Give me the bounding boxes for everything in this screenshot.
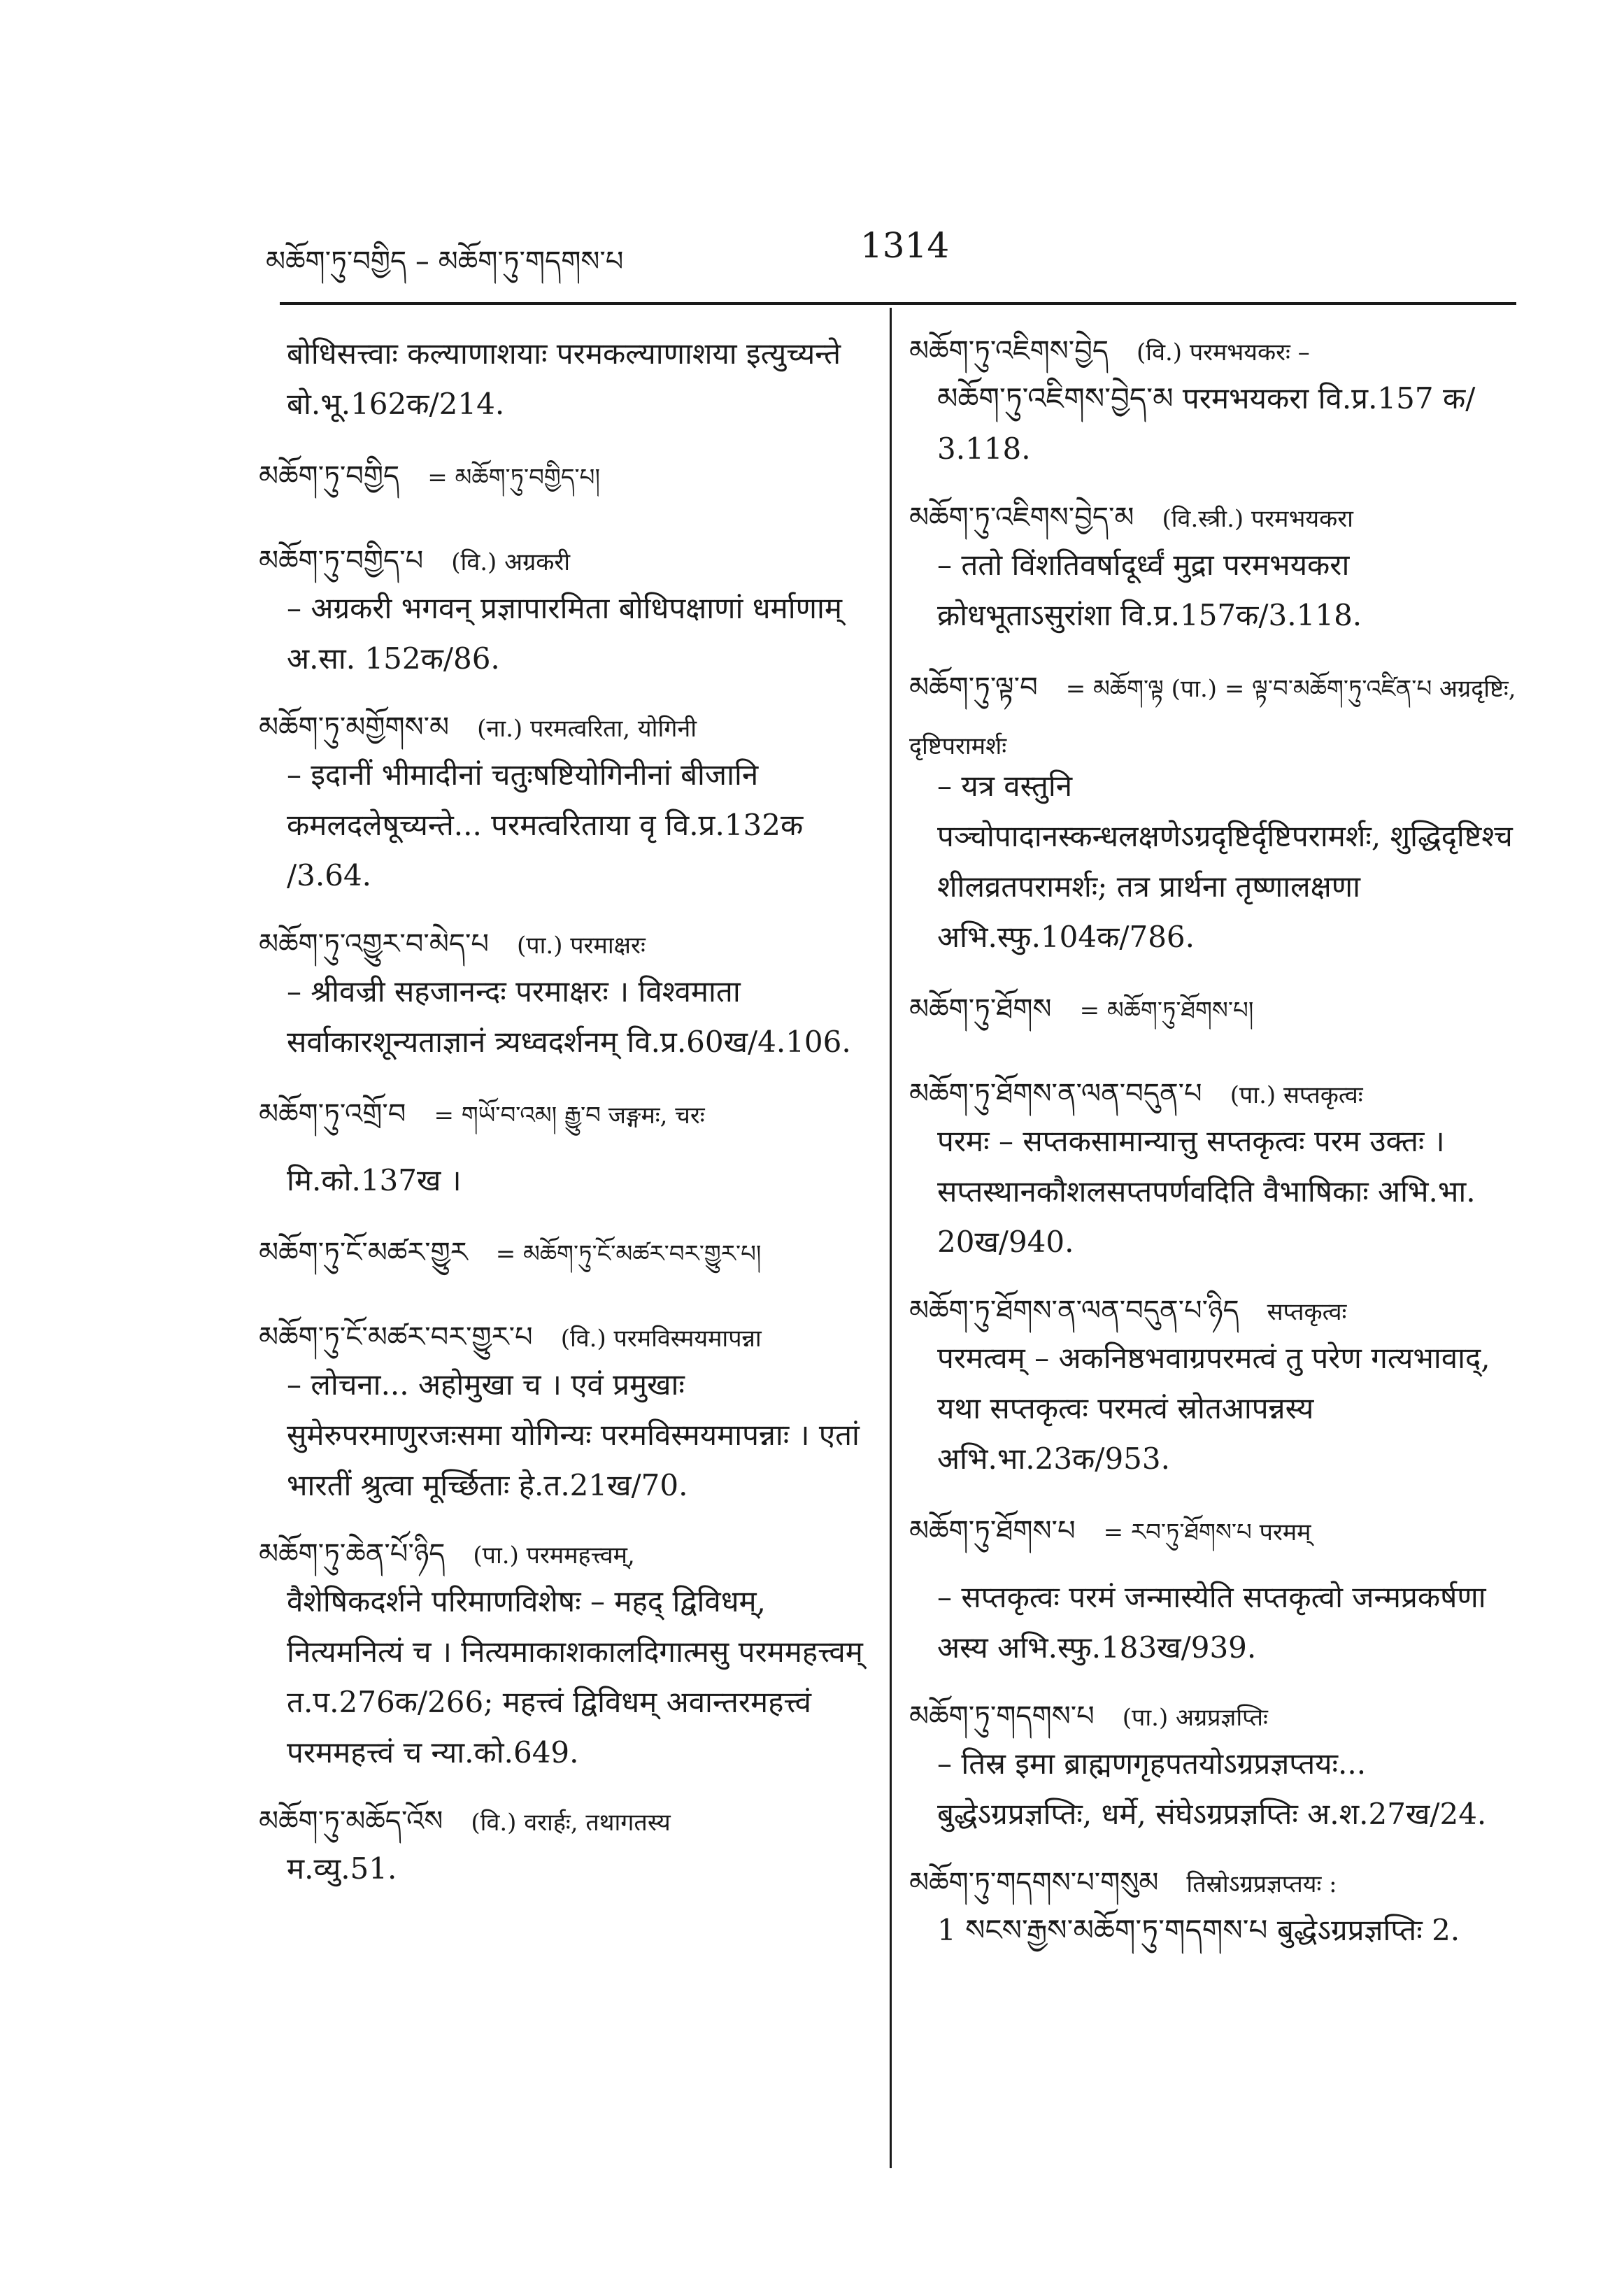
entry-text: – श्रीवज्री सहजानन्दः परमाक्षरः । विश्वमाता सर्वाकारशून्यताज्ञानं त्र्यध्वदर्शनम् वि.प्र.60ख/4.106. [287, 974, 851, 1059]
dictionary-entry [259, 450, 874, 518]
entry-gloss: (वि.) वरार्हः, तथागतस्य [471, 1809, 671, 1837]
entry-gloss: = མཆོག་ལྟ (पा.) = ལྟ་བ་མཆོག་ཏུ་འཛིན་པ अग्रदृष्टिः, दृष्टिपरामर्शः [909, 675, 1516, 760]
entry-gloss: सप्तकृत्वः [1267, 1298, 1347, 1326]
header-rule [280, 302, 1516, 305]
entry-text: वैशेषिकदर्शने परिमाणविशेषः – महद् द्विविधम्, नित्यमनित्यं च । नित्यमाकाशकालदिगात्मसु परममहत्त्वम् त.प.276क/266; महत्त्वं द्विविधम् अवान्तरमहत्त्वं परममहत्त्वं च न्या.को.649. [287, 1584, 863, 1770]
entry-headword: མཆོག་ཏུ་མགྱོགས་མ [259, 711, 450, 743]
entry-headword: མཆོག་ཏུ་འགྲོ་བ [259, 1098, 406, 1130]
right-column [909, 329, 1525, 1977]
running-head: མཆོག་ཏུ་བགྱིད – མཆོག་ཏུ་གདགས་པ [266, 245, 624, 278]
dictionary-entry [259, 1227, 874, 1294]
entry-text: – लोचना... अहोमुखा च । एवं प्रमुखाः सुमेरुपरमाणुरजःसमा योगिन्यः परमविस्मयमापन्नाः । एतां भारतीं श्रुत्वा मूर्च्छिताः हे.त.21ख/70. [287, 1367, 860, 1502]
entry-headword: མཆོག་ཏུ་བགྱིད [259, 460, 400, 492]
page-number: 1314 [860, 225, 950, 266]
dictionary-entry [909, 1694, 1525, 1839]
column-divider [890, 308, 892, 2168]
entry-headword: མཆོག་ཏུ་ལྟ་བ [909, 671, 1038, 704]
entry-headword: མཆོག་ཏུ་གདགས་པ་གསུམ [909, 1867, 1159, 1899]
entry-gloss: (पा.) सप्तकृत्वः [1230, 1081, 1363, 1109]
entry-gloss: (पा.) अग्रप्रज्ञप्तिः [1122, 1704, 1268, 1732]
entry-text: म.व्यु.51. [287, 1851, 397, 1886]
dictionary-entry [259, 705, 874, 901]
page-header [266, 222, 1357, 278]
entry-headword: མཆོག་ཏུ་འཇིགས་བྱེད [909, 335, 1109, 367]
entry-text: मि.को.137ख । [287, 1163, 462, 1197]
left-column [259, 329, 874, 1915]
dictionary-entry [909, 1505, 1525, 1673]
dictionary-entry [909, 662, 1525, 962]
entry-text: མཆོག་ཏུ་འཇིགས་བྱེད་མ परमभयकरा वि.प्र.157 क/ 3.118. [937, 381, 1476, 466]
entry-gloss: (वि.स्त्री.) परमभयकरा [1162, 505, 1353, 533]
entry-text: – यत्र वस्तुनि पञ्चोपादानस्कन्धलक्षणेऽग्रदृष्टिर्दृष्टिपरामर्शः, शुद्धिदृष्टिश्च शीलव्रतपरामर्शः; तत्र प्रार्थना तृष्णालक्षणा अभि.स्फु.104क/786. [937, 769, 1513, 954]
entry-text: – इदानीं भीमादीनां चतुःषष्टियोगिनीनां बीजानि कमलदलेषूच्यन्ते... परमत्वरिताया वृ वि.प्र.132क /3.64. [287, 757, 804, 892]
dictionary-entry [259, 1532, 874, 1778]
entry-headword: མཆོག་ཏུ་འགྱུར་བ་མེད་པ [259, 928, 490, 960]
entry-headword: མཆོག་ཏུ་ཐོགས་པ [909, 1515, 1076, 1547]
entry-gloss: (वि.) परमभयकरः – [1137, 339, 1310, 366]
dictionary-entry [259, 922, 874, 1067]
dictionary-entry [909, 1288, 1525, 1484]
dictionary-entry [259, 1799, 874, 1894]
entry-text: – सप्तकृत्वः परमं जन्मास्येति सप्तकृत्वो जन्मप्रकर्षणा अस्य अभि.स्फु.183ख/939. [937, 1580, 1486, 1665]
dictionary-entry [259, 539, 874, 684]
entry-gloss: (पा.) परमाक्षरः [517, 932, 646, 960]
entry-headword: མཆོག་ཏུ་ངོ་མཚར་བར་གྱུར་པ [259, 1321, 533, 1353]
entry-gloss: (ना.) परमत्वरिता, योगिनी [477, 715, 697, 743]
dictionary-entry [909, 1860, 1525, 1956]
entry-gloss: (वि.) अग्रकरी [451, 548, 571, 576]
dictionary-entry [259, 329, 874, 429]
entry-gloss: तिस्रोऽग्रप्रज्ञप्तयः : [1186, 1870, 1337, 1898]
entry-text: बोधिसत्त्वाः कल्याणाशयाः परमकल्याणाशया इत्युच्यन्ते बो.भू.162क/214. [287, 336, 841, 421]
entry-gloss: = མཆོག་ཏུ་ཐོགས་པ། [1079, 997, 1254, 1025]
dictionary-entry [909, 329, 1525, 474]
entry-text: – अग्रकरी भगवन् प्रज्ञापारमिता बोधिपक्षाणां धर्माणाम् अ.सा. 152क/86. [287, 591, 842, 676]
entry-gloss: = མཆོག་ཏུ་ངོ་མཚར་བར་གྱུར་པ། [495, 1240, 762, 1268]
entry-headword: མཆོག་ཏུ་གདགས་པ [909, 1700, 1095, 1732]
entry-headword: མཆོག་ཏུ་ཐོགས་ན་ལན་བདུན་པ [909, 1078, 1202, 1110]
dictionary-entry [909, 1072, 1525, 1267]
entry-headword: མཆོག་ཏུ་འཇིགས་བྱེད་མ [909, 501, 1134, 534]
entry-text: परमः – सप्तकसामान्यात्तु सप्तकृत्वः परम उक्तः । सप्तस्थानकौशलसप्तपर्णवदिति वैभाषिकाः अभि.भा. 20ख/940. [937, 1124, 1476, 1259]
entry-gloss: = གཡོ་བ་འམ། རྒྱུ་བ जङ्गमः, चरः [434, 1102, 705, 1130]
entry-headword: མཆོག་ཏུ་བགྱིད་པ [259, 545, 424, 577]
entry-gloss: = མཆོག་ཏུ་བགྱིད་པ། [427, 464, 601, 492]
entry-text: 1 སངས་རྒྱས་མཆོག་ཏུ་གདགས་པ बुद्धेऽग्रप्रज्ञप्तिः 2. [937, 1913, 1460, 1947]
dictionary-entry [259, 1088, 874, 1206]
entry-headword: མཆོག་ཏུ་ཐོགས་ན་ལན་བདུན་པ་ཉིད [909, 1295, 1239, 1327]
entry-headword: མཆོག་ཏུ་ཐོགས [909, 993, 1052, 1025]
entry-headword: མཆོག་ཏུ་ངོ་མཚར་གྱུར [259, 1237, 468, 1269]
entry-text: – तिस्र इमा ब्राह्मणगृहपतयोऽग्रप्रज्ञप्तयः... बुद्धेऽग्रप्रज्ञप्तिः, धर्मे, संघेऽग्रप्रज्ञप्तिः अ.श.27ख/24. [937, 1746, 1487, 1831]
entry-text: परमत्वम् – अकनिष्ठभवाग्रपरमत्वं तु परेण गत्यभावाद्, यथा सप्तकृत्वः परमत्वं स्रोतआपन्नस्य अभि.भा.23क/953. [937, 1341, 1490, 1476]
dictionary-entry [259, 1315, 874, 1511]
dictionary-entry [909, 495, 1525, 641]
dictionary-entry [909, 983, 1525, 1051]
entry-gloss: = རབ་ཏུ་ཐོགས་པ परमम् [1103, 1518, 1311, 1546]
entry-gloss: (पा.) परममहत्त्वम्, [473, 1542, 635, 1569]
entry-headword: མཆོག་ཏུ་མཆོད་འོས [259, 1805, 443, 1837]
entry-text: – ततो विंशतिवर्षादूर्ध्वं मुद्रा परमभयकरा क्रोधभूताऽसुरांशा वि.प्र.157क/3.118. [937, 548, 1362, 632]
entry-gloss: (वि.) परमविस्मयमापन्ना [560, 1325, 762, 1353]
entry-headword: མཆོག་ཏུ་ཆེན་པོ་ཉིད [259, 1538, 446, 1570]
